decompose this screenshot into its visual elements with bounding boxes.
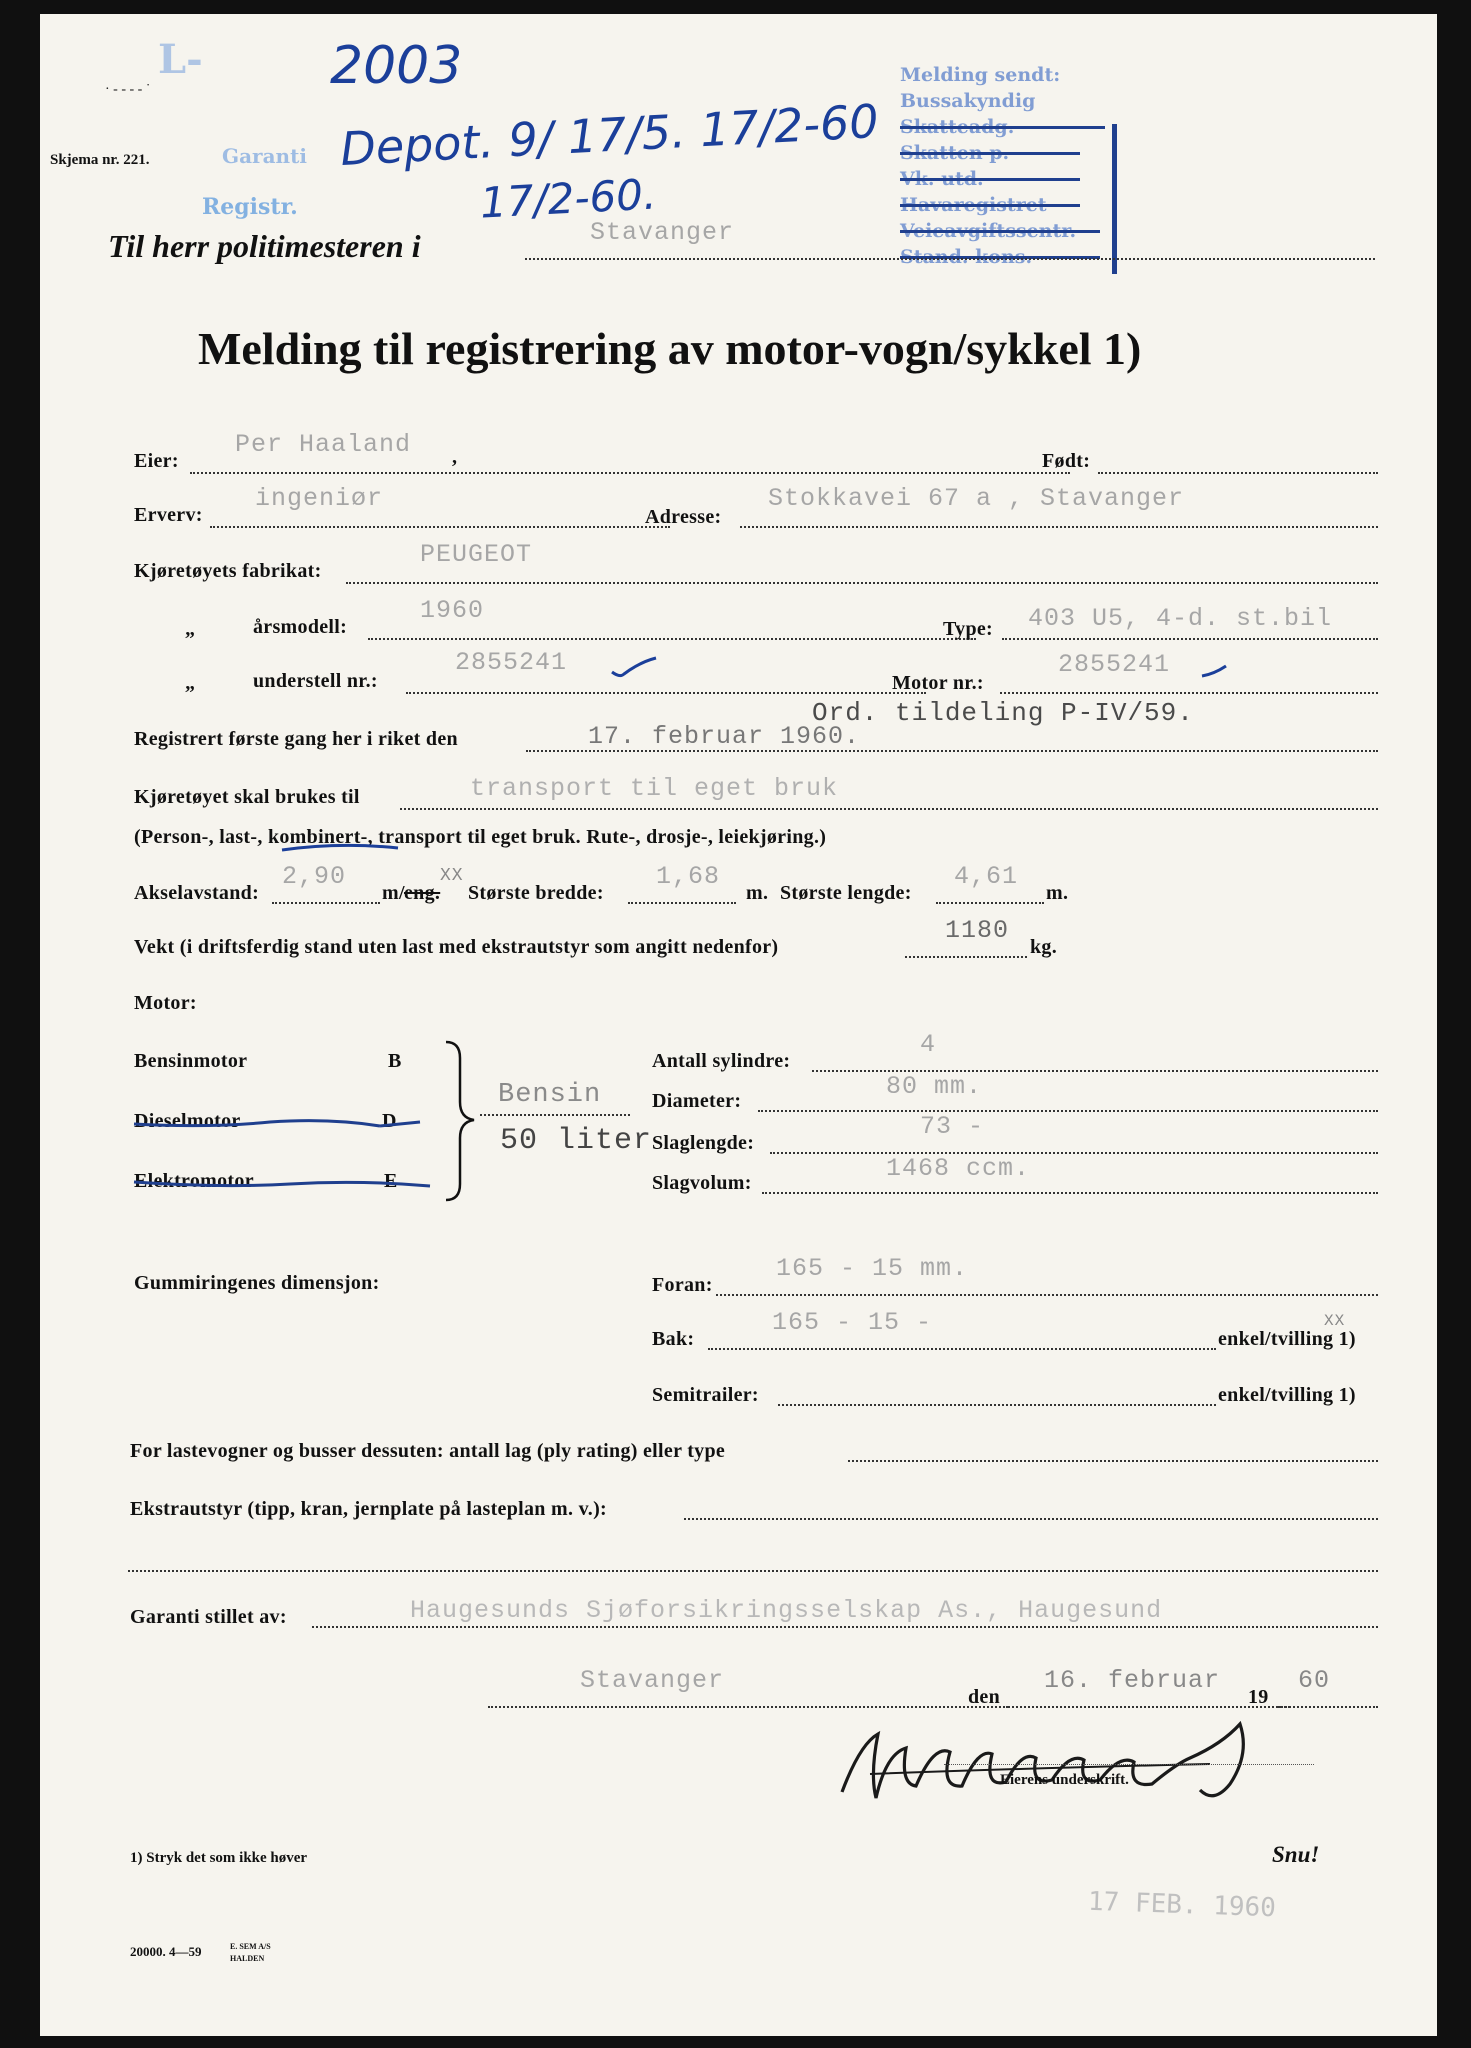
slagvolum-value: 1468 ccm. <box>886 1154 1031 1183</box>
bak-label: Bak: <box>652 1328 695 1350</box>
understell-label: understell nr.: <box>253 670 378 692</box>
to-police-line: Til herr politimesteren i <box>108 228 421 264</box>
handwritten-number: 2003 <box>330 36 463 96</box>
type-label: Type: <box>943 618 994 640</box>
motor-type-name: Dieselmotor <box>134 1110 241 1132</box>
dotted-line <box>762 1192 1378 1194</box>
dotted-line <box>210 526 670 528</box>
stamp-line: Stand. kons. <box>900 246 1033 268</box>
stamp-registr: Registr. <box>202 194 298 220</box>
dotted-line <box>848 1460 1378 1462</box>
arsmodell-value: 1960 <box>420 596 485 625</box>
dotted-line <box>758 1110 1378 1112</box>
brukes-options: (Person-, last-, kombinert-, transport til eget bruk. Rute-, drosje-, leiekjøring.) <box>134 826 827 848</box>
dotted-line <box>716 1294 1378 1296</box>
fodt-label: Født: <box>1042 450 1091 472</box>
strike-line <box>900 178 1080 181</box>
garanti-value: Haugesunds Sjøforsikringsselskap As., Haugesund <box>410 1596 1163 1625</box>
date-value: 16. februar <box>1044 1666 1221 1695</box>
slaglengde-label: Slaglengde: <box>652 1132 755 1154</box>
garanti-label: Garanti stillet av: <box>130 1606 287 1628</box>
motor-nr-label: Motor nr.: <box>892 672 984 694</box>
quote-mark: „ <box>185 618 196 640</box>
stamp-line: Skatteadg. <box>900 116 1015 138</box>
bredde-label: Største bredde: <box>468 882 604 904</box>
dotted-line <box>740 526 1378 528</box>
tires-label: Gummiringenes dimensjon: <box>134 1272 380 1294</box>
lengde-value: 4,61 <box>954 862 1019 891</box>
schema-number: Skjema nr. 221. <box>50 152 150 168</box>
form-title: Melding til registrering av motor-vogn/sykkel 1) <box>198 323 1142 374</box>
form-page <box>40 14 1437 2036</box>
year-value: 60 <box>1298 1666 1331 1695</box>
received-date-stamp: 17 FEB. 1960 <box>1087 1886 1277 1924</box>
aksel-unit: m/ <box>382 882 405 904</box>
fabrikat-value: PEUGEOT <box>420 540 533 569</box>
motor-type-code: B <box>388 1050 402 1072</box>
registrert-label: Registrert første gang her i riket den <box>134 728 458 750</box>
stamp-line: Havaregistret <box>900 194 1047 216</box>
stamp-line: Veieavgiftssentr. <box>900 220 1077 242</box>
stamp-l: L- <box>158 36 203 83</box>
brukes-label: Kjøretøyet skal brukes til <box>134 786 360 808</box>
strike-line <box>900 152 1080 155</box>
signature-image <box>830 1704 1430 1814</box>
vekt-label: Vekt (i driftsferdig stand uten last med ekstrautstyr som angitt nedenfor) <box>134 936 779 958</box>
motor-nr-value: 2855241 <box>1058 650 1171 679</box>
motor-type-name: Elektromotor <box>134 1170 254 1192</box>
bak-value: 165 - 15 - <box>772 1308 933 1337</box>
fabrikat-label: Kjøretøyets fabrikat: <box>134 560 322 582</box>
vekt-value: 1180 <box>945 916 1010 945</box>
strike-line <box>900 204 1080 207</box>
dotted-line <box>272 902 380 904</box>
underline-mark <box>280 840 400 856</box>
lastevogner-label: For lastevogner og busser dessuten: antall lag (ply rating) eller type <box>130 1440 726 1462</box>
printer-city: HALDEN <box>230 1954 265 1963</box>
den-label: den <box>968 1686 1001 1708</box>
dotted-line <box>708 1348 1216 1350</box>
ekstrautstyr-label: Ekstrautstyr (tipp, kran, jernplate på lasteplan m. v.): <box>130 1498 608 1520</box>
registrert-value: 17. februar 1960. <box>588 722 861 751</box>
dotted-line <box>190 472 1070 474</box>
diameter-label: Diameter: <box>652 1090 742 1112</box>
print-code: 20000. 4—59 <box>130 1944 202 1959</box>
ord-tildeling: Ord. tildeling P-IV/59. <box>812 698 1194 728</box>
year-prefix: 19 <box>1248 1686 1269 1708</box>
bredde-value: 1,68 <box>656 862 721 891</box>
dotted-line <box>1098 472 1378 474</box>
semitrailer-label: Semitrailer: <box>652 1384 759 1406</box>
dotted-line <box>312 1626 1378 1628</box>
erverv-value: ingeniør <box>255 484 384 513</box>
city-value: Stavanger <box>590 218 735 247</box>
signature-label: Eierens underskrift. <box>1000 1772 1129 1788</box>
brukes-value: transport til eget bruk <box>470 774 839 803</box>
dotted-line <box>628 902 736 904</box>
dotted-line <box>368 638 976 640</box>
slaglengde-value: 73 - <box>920 1112 985 1141</box>
printer-name: E. SEM A/S <box>230 1942 271 1951</box>
dotted-line <box>1000 692 1378 694</box>
dotted-line <box>905 956 1027 958</box>
dotted-line <box>1002 638 1378 640</box>
stamp-line: Skatten p. <box>900 142 1010 164</box>
eier-value: Per Haaland <box>235 430 412 459</box>
aksel-xx: XX <box>440 866 464 886</box>
place-value: Stavanger <box>580 1666 725 1695</box>
adresse-label: Adresse: <box>645 506 722 528</box>
dotted-line <box>525 258 1375 260</box>
foran-label: Foran: <box>652 1274 713 1296</box>
aksel-label: Akselavstand: <box>134 882 260 904</box>
bak-xx: XX <box>1324 1312 1346 1330</box>
erverv-label: Erverv: <box>134 504 203 526</box>
dotted-line <box>684 1518 1378 1520</box>
brace-icon <box>442 1038 478 1204</box>
strike-marks <box>130 1112 450 1202</box>
sylindre-value: 4 <box>920 1030 937 1059</box>
dotted-line <box>406 692 926 694</box>
bak-enkel-tvilling: enkel/tvilling 1) <box>1218 1328 1356 1350</box>
eier-separator: , <box>452 446 458 468</box>
strike-line <box>900 230 1100 233</box>
checkmark-icon <box>610 656 660 680</box>
snu-text: Snu! <box>1272 1842 1320 1867</box>
understell-value: 2855241 <box>455 648 568 677</box>
dotted-line <box>770 1152 1378 1154</box>
type-value: 403 U5, 4-d. st.bil <box>1028 604 1333 633</box>
strike-line <box>900 126 1105 129</box>
quote-mark: „ <box>185 672 196 694</box>
diameter-value: 80 mm. <box>886 1072 983 1101</box>
lengde-label: Største lengde: <box>780 882 912 904</box>
dotted-line <box>480 1114 630 1116</box>
dotted-line <box>128 1570 1378 1572</box>
handwritten-date-2: 17/2-60. <box>478 169 658 228</box>
dotted-line <box>346 582 1378 584</box>
tank-value: 50 liter <box>500 1124 653 1158</box>
dotted-line <box>400 808 1378 810</box>
adresse-value: Stokkavei 67 a , Stavanger <box>768 484 1185 513</box>
sylindre-label: Antall sylindre: <box>652 1050 791 1072</box>
stamp-line: Bussakyndig <box>900 90 1036 112</box>
semi-enkel-tvilling: enkel/tvilling 1) <box>1218 1384 1356 1406</box>
aksel-unit-struck: eng. <box>404 882 441 904</box>
dotted-line <box>936 902 1044 904</box>
slagvolum-label: Slagvolum: <box>652 1172 752 1194</box>
motor-type-code: E <box>384 1170 398 1192</box>
fuel-value: Bensin <box>498 1080 602 1110</box>
corner-marks: · ‑ ‑ ‑ ‑ ˙ <box>105 82 151 97</box>
stamp-line: Melding sendt: <box>900 64 1061 86</box>
motor-label: Motor: <box>134 992 197 1014</box>
dotted-line <box>778 1404 1216 1406</box>
vekt-unit: kg. <box>1030 936 1058 958</box>
checkmark-icon <box>1200 664 1228 680</box>
footnote: 1) Stryk det som ikke høver <box>130 1850 308 1866</box>
motor-type-code: D <box>382 1110 397 1132</box>
handwritten-date-1: Depot. 9/ 17/5. 17/2-60 <box>338 93 880 177</box>
motor-type-name: Bensinmotor <box>134 1050 248 1072</box>
stamp-bracket <box>1112 124 1117 274</box>
stamp-line: Vk. utd. <box>900 168 984 190</box>
lengde-unit: m. <box>1046 882 1069 904</box>
foran-value: 165 - 15 mm. <box>776 1254 969 1283</box>
eier-label: Eier: <box>134 450 179 472</box>
bredde-unit: m. <box>746 882 769 904</box>
stamp-garanti: Garanti <box>222 144 307 168</box>
aksel-value: 2,90 <box>282 862 347 891</box>
dotted-line <box>944 1764 1314 1765</box>
arsmodell-label: årsmodell: <box>253 616 348 638</box>
